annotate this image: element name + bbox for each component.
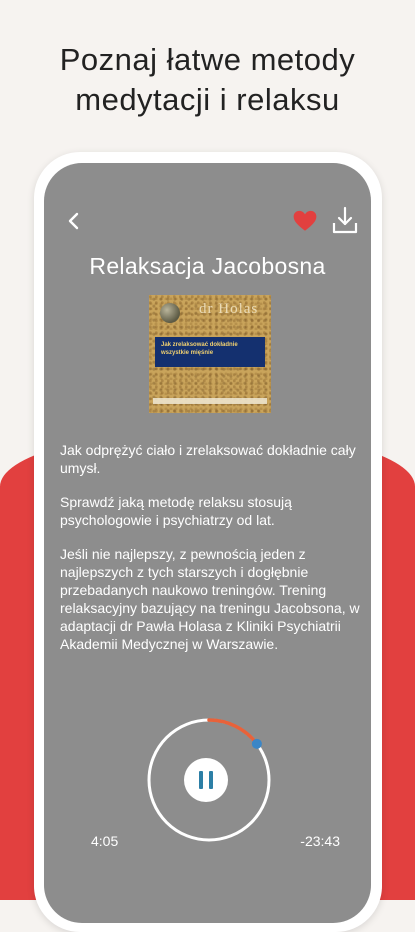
pause-icon-bar-right — [209, 771, 213, 789]
cover-band-text: Jak zrelaksować dokładnie wszystkie mięśnie — [155, 337, 265, 367]
description-paragraph-2: Sprawdź jaką metodę relaksu stosują psychologowie i psychiatrzy od lat. — [60, 494, 292, 528]
promo-headline-line-2: medytacji i relaksu — [75, 82, 340, 117]
download-icon[interactable] — [331, 205, 359, 235]
cover-footer-strip — [153, 398, 267, 404]
elapsed-time: 4:05 — [91, 833, 119, 849]
progress-knob[interactable] — [252, 739, 262, 749]
promo-headline-line-1: Poznaj łatwe metody — [59, 42, 356, 77]
player-screen — [44, 163, 371, 923]
description-paragraph-1: Jak odprężyć ciało i zrelaksować dokładnie cały umysł. — [60, 442, 356, 476]
remaining-time: -23:43 — [300, 833, 340, 849]
chevron-left-icon[interactable] — [62, 209, 86, 233]
description-paragraph-3: Jeśli nie najlepszy, z pewnością jeden z najlepszych z tych starszych i dogłębnie przebadanych naukowo treningów. Trening relaksacyjny bazujący na treningu Jacobsona, w adaptacji dr Pawła Holasa z Kliniki Psychiatrii Akademii Medycznej w Warszawie. — [60, 546, 360, 652]
cover-ball-graphic — [160, 303, 180, 323]
promo-headline — [0, 40, 415, 120]
pause-button[interactable] — [184, 758, 228, 802]
heart-icon[interactable] — [292, 208, 318, 234]
track-description — [60, 441, 360, 669]
cover-brand: dr Holas — [199, 301, 259, 317]
pause-icon-bar-left — [199, 771, 203, 789]
album-cover — [149, 295, 271, 413]
progress-arc — [209, 720, 257, 744]
track-title: Relaksacja Jacobosna — [89, 253, 326, 279]
